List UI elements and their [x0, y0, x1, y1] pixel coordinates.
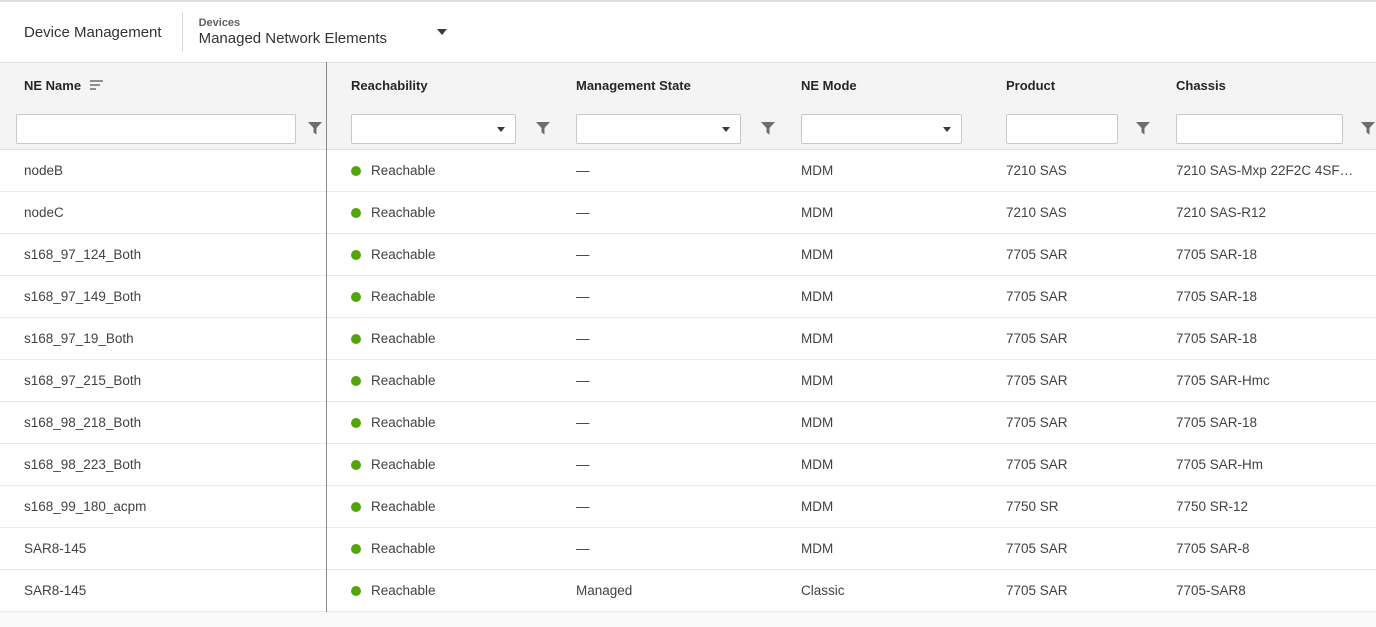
ne-name-filter-input[interactable]: [16, 114, 296, 144]
filter-cell-chassis: [1164, 114, 1376, 144]
filter-cell-management-state: [564, 114, 789, 144]
ne-mode-cell: Classic: [801, 583, 845, 598]
status-dot-icon: [351, 250, 361, 260]
table-row[interactable]: [0, 234, 1376, 276]
reachability-label: Reachable: [371, 583, 436, 598]
ne-name-cell: s168_97_149_Both: [24, 289, 142, 304]
reachability-cell: [339, 583, 564, 598]
chevron-down-icon[interactable]: [437, 29, 447, 35]
management-state-cell: —: [576, 331, 590, 346]
reachability-label: Reachable: [371, 457, 436, 472]
reachability-cell: [339, 541, 564, 556]
column-header-label: Product: [1006, 78, 1056, 93]
status-dot-icon: [351, 586, 361, 596]
reachability-label: Reachable: [371, 415, 436, 430]
column-header-ne-mode[interactable]: [789, 78, 994, 93]
column-header-label: NE Mode: [801, 78, 857, 93]
status-dot-icon: [351, 334, 361, 344]
reachability-cell: [339, 499, 564, 514]
funnel-icon[interactable]: [308, 122, 322, 135]
reachability-filter-select[interactable]: [351, 114, 516, 144]
table-row[interactable]: [0, 486, 1376, 528]
header-divider: [182, 12, 183, 52]
reachability-label: Reachable: [371, 499, 436, 514]
ne-mode-filter-select[interactable]: [801, 114, 962, 144]
table-body: [0, 150, 1376, 612]
chassis-cell: 7210 SAS-Mxp 22F2C 4SF…: [1176, 163, 1354, 178]
status-dot-icon: [351, 166, 361, 176]
column-header-label: Management State: [576, 78, 691, 93]
chassis-cell: 7750 SR-12: [1176, 499, 1249, 514]
ne-mode-cell: MDM: [801, 163, 834, 178]
reachability-cell: [339, 289, 564, 304]
funnel-icon[interactable]: [1361, 122, 1375, 135]
management-state-cell: —: [576, 247, 590, 262]
reachability-label: Reachable: [371, 289, 436, 304]
product-cell: 7705 SAR: [1006, 583, 1068, 598]
reachability-cell: [339, 331, 564, 346]
management-state-cell: —: [576, 163, 590, 178]
reachability-cell: [339, 163, 564, 178]
filter-cell-ne-name: [0, 114, 339, 144]
reachability-label: Reachable: [371, 373, 436, 388]
filter-cell-reachability: [339, 114, 564, 144]
product-cell: 7210 SAS: [1006, 205, 1067, 220]
product-cell: 7705 SAR: [1006, 247, 1068, 262]
view-picker-labels: [199, 17, 387, 47]
column-header-label: Chassis: [1176, 78, 1226, 93]
reachability-cell: [339, 415, 564, 430]
product-cell: 7705 SAR: [1006, 289, 1068, 304]
table-row[interactable]: [0, 444, 1376, 486]
chassis-cell: 7705 SAR-18: [1176, 289, 1258, 304]
management-state-cell: Managed: [576, 583, 633, 598]
product-cell: 7705 SAR: [1006, 415, 1068, 430]
management-state-cell: —: [576, 541, 590, 556]
filter-cell-ne-mode: [789, 114, 994, 144]
status-dot-icon: [351, 208, 361, 218]
ne-name-cell: SAR8-145: [24, 583, 87, 598]
table-row[interactable]: [0, 528, 1376, 570]
table-row[interactable]: [0, 318, 1376, 360]
product-cell: 7705 SAR: [1006, 373, 1068, 388]
table-row[interactable]: [0, 360, 1376, 402]
column-header-management-state[interactable]: [564, 78, 789, 93]
ne-mode-cell: MDM: [801, 373, 834, 388]
product-cell: 7210 SAS: [1006, 163, 1067, 178]
product-cell: 7705 SAR: [1006, 457, 1068, 472]
frozen-column-divider[interactable]: [326, 62, 327, 612]
product-cell: 7705 SAR: [1006, 331, 1068, 346]
table-row[interactable]: [0, 192, 1376, 234]
management-state-cell: —: [576, 415, 590, 430]
view-category-label: Devices: [198, 17, 241, 29]
ne-mode-cell: MDM: [801, 457, 834, 472]
chevron-down-icon: [943, 127, 951, 132]
funnel-icon[interactable]: [536, 122, 550, 135]
ne-name-cell: s168_97_19_Both: [24, 331, 134, 346]
reachability-label: Reachable: [371, 247, 436, 262]
ne-name-cell: s168_97_215_Both: [24, 373, 142, 388]
chassis-cell: 7705 SAR-Hm: [1176, 457, 1264, 472]
status-dot-icon: [351, 418, 361, 428]
product-cell: 7705 SAR: [1006, 541, 1068, 556]
management-state-filter-select[interactable]: [576, 114, 741, 144]
managed-ne-table: [0, 62, 1376, 627]
ne-name-cell: s168_99_180_acpm: [24, 499, 147, 514]
product-cell: 7750 SR: [1006, 499, 1059, 514]
status-dot-icon: [351, 292, 361, 302]
reachability-cell: [339, 247, 564, 262]
ne-name-cell: s168_98_218_Both: [24, 415, 142, 430]
chassis-cell: 7705 SAR-18: [1176, 247, 1258, 262]
reachability-label: Reachable: [371, 331, 436, 346]
reachability-label: Reachable: [371, 205, 436, 220]
column-header-label: Reachability: [351, 78, 428, 93]
app-header: [0, 2, 1376, 62]
management-state-cell: —: [576, 289, 590, 304]
chassis-filter-input[interactable]: [1176, 114, 1343, 144]
funnel-icon[interactable]: [1136, 122, 1150, 135]
ne-mode-cell: MDM: [801, 499, 834, 514]
status-dot-icon: [351, 544, 361, 554]
table-row[interactable]: [0, 402, 1376, 444]
ne-name-cell: s168_98_223_Both: [24, 457, 142, 472]
management-state-cell: —: [576, 205, 590, 220]
column-header-chassis[interactable]: [1164, 78, 1376, 93]
management-state-cell: —: [576, 499, 590, 514]
ne-name-cell: SAR8-145: [24, 541, 87, 556]
reachability-label: Reachable: [371, 541, 436, 556]
ne-mode-cell: MDM: [801, 415, 834, 430]
chevron-down-icon: [722, 127, 730, 132]
column-header-product[interactable]: [994, 78, 1164, 93]
chevron-down-icon: [497, 127, 505, 132]
table-row[interactable]: [0, 276, 1376, 318]
chassis-cell: 7705 SAR-18: [1176, 331, 1258, 346]
table-row[interactable]: [0, 150, 1376, 192]
sort-lines-icon[interactable]: [90, 80, 103, 92]
ne-mode-cell: MDM: [801, 247, 834, 262]
status-dot-icon: [351, 502, 361, 512]
page-title: Device Management: [24, 23, 162, 41]
reachability-cell: [339, 373, 564, 388]
chassis-cell: 7705 SAR-Hmc: [1176, 373, 1270, 388]
status-dot-icon: [351, 460, 361, 470]
reachability-label: Reachable: [371, 163, 436, 178]
table-header-row: [0, 62, 1376, 108]
table-footer-strip: [0, 612, 1376, 627]
table-filter-row: [0, 108, 1376, 150]
table-row[interactable]: [0, 570, 1376, 612]
management-state-cell: —: [576, 457, 590, 472]
column-header-ne-name[interactable]: [0, 78, 339, 93]
chassis-cell: 7705 SAR-18: [1176, 415, 1258, 430]
reachability-cell: [339, 205, 564, 220]
chassis-cell: 7705 SAR-8: [1176, 541, 1250, 556]
column-header-label: NE Name: [24, 78, 82, 93]
ne-name-cell: s168_97_124_Both: [24, 247, 142, 262]
view-picker-dropdown[interactable]: [199, 17, 447, 47]
status-dot-icon: [351, 376, 361, 386]
column-header-reachability[interactable]: [339, 78, 564, 93]
chassis-cell: 7705-SAR8: [1176, 583, 1246, 598]
product-filter-input[interactable]: [1006, 114, 1118, 144]
filter-cell-product: [994, 114, 1164, 144]
ne-mode-cell: MDM: [801, 205, 834, 220]
funnel-icon[interactable]: [761, 122, 775, 135]
view-name-label: Managed Network Elements: [198, 30, 388, 47]
ne-mode-cell: MDM: [801, 289, 834, 304]
reachability-cell: [339, 457, 564, 472]
ne-name-cell: nodeC: [24, 205, 64, 220]
ne-mode-cell: MDM: [801, 331, 834, 346]
ne-name-cell: nodeB: [24, 163, 64, 178]
chassis-cell: 7210 SAS-R12: [1176, 205, 1267, 220]
management-state-cell: —: [576, 373, 590, 388]
ne-mode-cell: MDM: [801, 541, 834, 556]
